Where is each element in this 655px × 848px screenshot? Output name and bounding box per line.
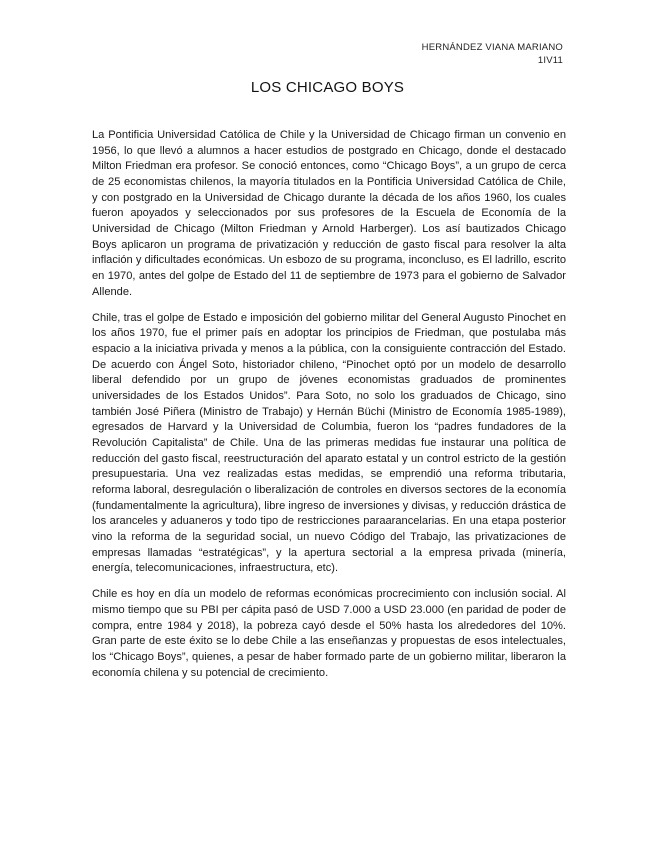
group-code: 1IV11	[537, 55, 563, 66]
paragraph-3: Chile es hoy en día un modelo de reformas económicas procrecimiento con inclusión social. Al mismo tiempo que su PBI per cápita pasó de USD 7.000 a USD 23.000 (en paridad de poder de compra, entre 1984 y 2018), la pobreza cayó desde el 50% hasta los alrededores del 10%. Gran parte de este éxito se lo debe Chile a las enseñanzas y propuestas de esos intelectuales, los “Chicago Boys”, quienes, a pesar de haber formado parte de un gobierno militar, liberaron la economía chilena y su potencial de crecimiento.	[92, 588, 566, 679]
page-header	[422, 41, 563, 67]
document-body	[92, 128, 566, 692]
paragraph-1: La Pontificia Universidad Católica de Chile y la Universidad de Chicago firman un convenio en 1956, lo que llevó a alumnos a hacer estudios de postgrado en Chicago, donde el destacado Milton Friedman era profesor. Se conoció entonces, como “Chicago Boys”, a un grupo de cerca de 25 economistas chilenos, la mayoría titulados en la Pontificia Universidad Católica de Chile, y con postgrado en la Universidad de Chicago durante la década de los años 1960, los cuales fueron apoyados y seleccionados por sus profesores de la Escuela de Economía de la Universidad de Chicago (Milton Friedman y Arnold Harberger). Los así bautizados Chicago Boys aplicaron un programa de privatización y reducción de gasto fiscal para resolver la alta inflación y dificultades económicas. Un esbozo de su programa, inconcluso, es El ladrillo, escrito en 1970, antes del golpe de Estado del 11 de septiembre de 1973 para el gobierno de Salvador Allende.	[92, 129, 566, 298]
paragraph-2: Chile, tras el golpe de Estado e imposición del gobierno militar del General Augusto Pinochet en los años 1970, fue el primer país en adoptar los principios de Friedman, que postulaba más espacio a la iniciativa privada y menos a la pública, con la consiguiente contracción del Estado. De acuerdo con Ángel Soto, historiador chileno, “Pinochet optó por un modelo de desarrollo liberal defendido por un grupo de jóvenes economistas graduados de prominentes universidades de los Estados Unidos”. Para Soto, no solo los graduados de Chicago, sino también José Piñera (Ministro de Trabajo) y Hernán Büchi (Ministro de Economía 1985-1989), egresados de Harvard y la Universidad de Columbia, fueron los “padres fundadores de la Revolución Capitalista” de Chile. Una de las primeras medidas fue instaurar una política de reducción del gasto fiscal, reestructuración del aparato estatal y un control estricto de la gestión presupuestaria. Una vez realizadas estas medidas, se emprendió una reforma tributaria, reforma laboral, desregulación o liberalización de controles en diversos sectores de la economía (fundamentalmente la agricultura), libre ingreso de inversiones y divisas, y reducción drástica de los aranceles y aduaneros y todo tipo de restricciones paraarancelarias. En una etapa posterior vino la reforma de la seguridad social, un nuevo Código del Trabajo, las privatizaciones de empresas llamadas “estratégicas”, y la apertura sectorial a la empresa privada (minería, energía, telecomunicaciones, infraestructura, etc).	[92, 311, 566, 575]
author-name: HERNÁNDEZ VIANA MARIANO	[421, 42, 563, 53]
document-title: LOS CHICAGO BOYS	[250, 79, 405, 96]
